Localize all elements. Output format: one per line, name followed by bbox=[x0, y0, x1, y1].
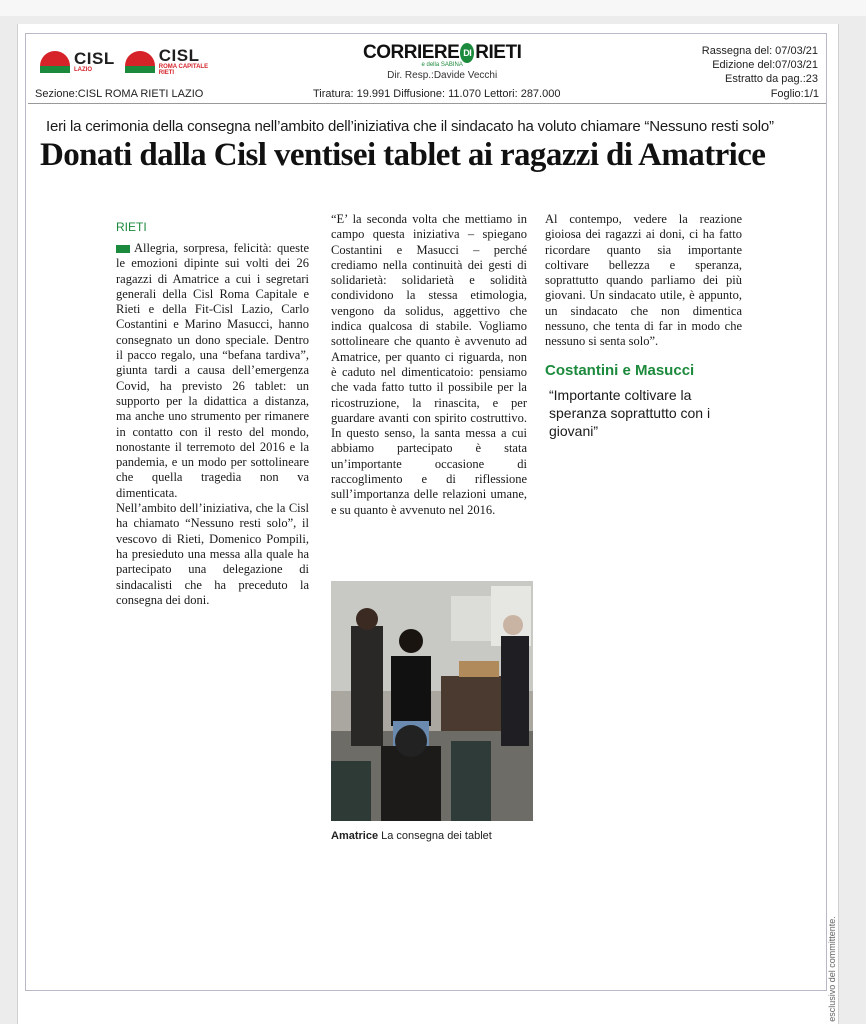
masthead-di: DI bbox=[460, 43, 474, 63]
foglio-label: Foglio:1/1 bbox=[770, 88, 819, 100]
article-column-1 bbox=[116, 220, 309, 608]
paragraph-2: Nell’ambito dell’iniziativa, che la Cisl ha chiamato “Nessuno resti solo”, il vescovo di Rieti, Domenico Pompili, ha presieduto una messa alla quale ha partecipato una delegazione di sindacalisti che ha preceduto la consegna dei doni. bbox=[116, 501, 309, 607]
cisl-logos bbox=[40, 47, 208, 76]
cisl-emblem-icon bbox=[125, 51, 155, 73]
logo-sub-1: ROMA CAPITALE bbox=[158, 64, 209, 70]
cisl-lazio-logo bbox=[40, 50, 115, 73]
lead-marker-icon bbox=[116, 245, 130, 253]
article-photo bbox=[331, 581, 533, 821]
director-line: Dir. Resp.:Davide Vecchi bbox=[387, 70, 498, 81]
logo-name: CISL bbox=[158, 46, 200, 65]
press-clipping-page bbox=[17, 24, 839, 1024]
tiratura-label: Tiratura: 19.991 Diffusione: 11.070 Lettori: 287.000 bbox=[313, 88, 561, 100]
cisl-emblem-icon bbox=[40, 51, 70, 73]
photo-caption bbox=[331, 830, 492, 842]
article-headline: Donati dalla Cisl ventisei tablet ai ragazzi di Amatrice bbox=[40, 137, 766, 173]
vertical-disclaimer bbox=[825, 914, 839, 1024]
estratto-page: Estratto da pag.:23 bbox=[725, 73, 818, 85]
masthead-right: RIETI bbox=[475, 42, 522, 63]
box-title: Costantini e Masucci bbox=[545, 361, 695, 379]
header-divider bbox=[28, 103, 826, 104]
paragraph-4: Al contempo, vedere la reazione gioiosa dei ragazzi ai doni, ci ha fatto ricordare quanto sia importante coltivare bellezza e speranza, soprattutto quando parliamo dei più giovani. Un sindacato utile, è appunto, un sindacato che non dimentica nessuno, che tenta di far in modo che nessuno si senta solo”. bbox=[545, 212, 742, 349]
edizione-date: Edizione del:07/03/21 bbox=[712, 59, 818, 71]
paragraph-1 bbox=[116, 241, 309, 501]
dateline: RIETI bbox=[116, 220, 147, 234]
logo-sub: LAZIO bbox=[74, 67, 92, 73]
box-quote: “Importante coltivare la speranza soprattutto con i giovani” bbox=[549, 386, 711, 439]
newspaper-logo bbox=[363, 42, 521, 64]
logo-name: CISL bbox=[74, 49, 115, 68]
caption-text: La consegna dei tablet bbox=[381, 830, 492, 842]
sezione-label: Sezione:CISL ROMA RIETI LAZIO bbox=[35, 88, 204, 100]
window-top-bar bbox=[0, 0, 866, 16]
paragraph-3: “E’ la seconda volta che mettiamo in campo questa iniziativa – spiegano Costantini e Masucci – perché crediamo nella continuità dei gesti di solidarietà: solidarietà e solidità condividono la stessa etimologia, vengono da solidus, aggettivo che indica qualcosa di stabile. Vogliamo sottolineare che quanto è avvenuto ad Amatrice, per quanto ci riguarda, non è caduto nel dimenticatoio: pensiamo che vada fatto tutto il possibile per la ricostruzione, la rinascita, e per guardare avanti con spirito costruttivo. In questo senso, la santa messa a cui abbiamo partecipato è stata un’importante occasione di raccoglimento e di riflessione sull’importanza delle relazioni umane, e su quanto è avvenuto nel 2016. bbox=[331, 212, 527, 517]
masthead-left: CORRIERE bbox=[363, 42, 460, 63]
article-kicker: Ieri la cerimonia della consegna nell’ambito dell’iniziativa che il sindacato ha voluto chiamare “Nessuno resti solo” bbox=[46, 118, 774, 135]
article-column-3 bbox=[545, 212, 742, 440]
clipping-meta bbox=[702, 44, 818, 86]
newspaper-masthead bbox=[363, 42, 521, 81]
tablet-handover-photo bbox=[331, 581, 533, 821]
masthead-tagline: e della SABINA bbox=[421, 62, 463, 68]
disclaimer-text: esclusivo del committente. bbox=[827, 916, 837, 1022]
cisl-roma-rieti-logo bbox=[125, 47, 208, 76]
caption-bold: Amatrice bbox=[331, 830, 379, 842]
paragraph-1-text: Allegria, sorpresa, felicità: queste le emozioni dipinte sui volti dei 26 ragazzi di Amatrice a cui i segretari generali della Cisl Roma Capitale e Rieti e della Fit-Cisl Lazio, Carlo Costantini e Marino Masucci, hanno consegnato un dono speciale. Dentro il pacco regalo, una “befana tardiva”, giunta tardi a causa dell’emergenza Covid, ha previsto 26 tablet: un supporto per la didattica a distanza, ma anche uno strumento per rimanere in contatto con il resto del mondo, nonostante il terremoto del 2016 e la pandemia, e un modo per sottolineare che quella tragedia non va dimenticata. bbox=[116, 241, 309, 500]
logo-sub-2: RIETI bbox=[158, 70, 175, 76]
article-column-2 bbox=[331, 212, 527, 518]
rassegna-date: Rassegna del: 07/03/21 bbox=[701, 45, 818, 57]
